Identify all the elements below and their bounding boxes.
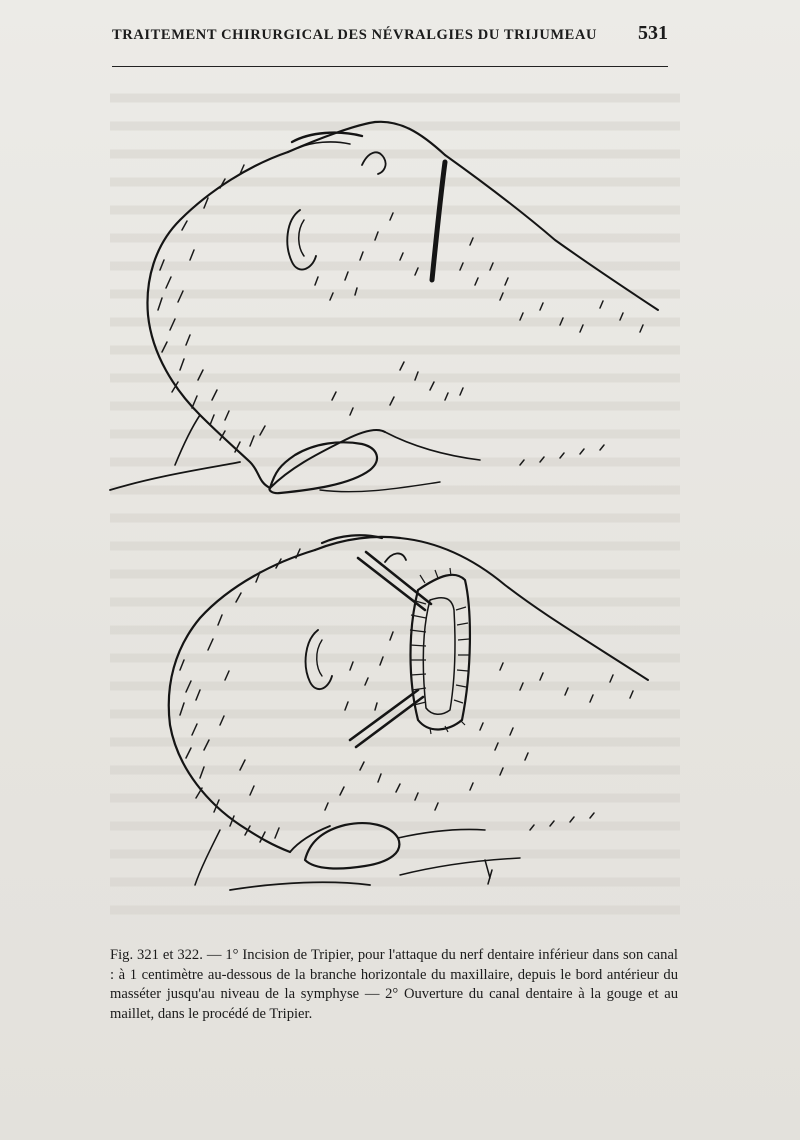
bleed-through-lines (110, 98, 680, 910)
caption-text: — 1° Incision de Tripier, pour l'attaque du nerf dentaire inférieur dans son canal : à 1 centimètre au-dessous de la branche horizontale du maxillaire, depuis le bord antérieur du masséter jusqu'au niveau de la symphyse — 2° Ouverture du canal dentaire à la gouge et au maillet, dans le procédé de Tripier. (110, 947, 678, 1022)
page-header (112, 22, 668, 52)
page-number: 531 (638, 22, 668, 44)
header-rule (112, 66, 668, 67)
figure-caption (110, 946, 678, 1024)
running-title: TRAITEMENT CHIRURGICAL DES NÉVRALGIES DU TRIJUMEAU (112, 27, 598, 43)
caption-paragraph (110, 946, 678, 1024)
caption-label: Fig. 321 et 322. (110, 947, 203, 963)
surgical-illustration (100, 70, 700, 940)
